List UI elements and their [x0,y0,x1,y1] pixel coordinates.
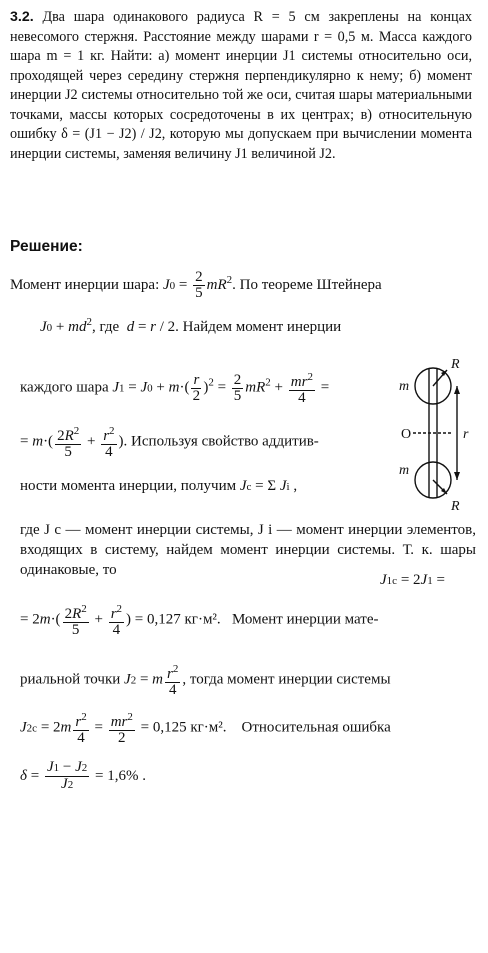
solution-heading: Решение: [10,238,83,255]
problem-text: Два шара одинакового радиуса R = 5 см закреплены на концах невесомого стержня. Расстояние между шарами r = 0,5 м. Масса каждого шара m = 1 кг. Найти: а) момент инерции J1 системы относительно оси, проходящей через середину стержня перпендикулярно к нему; б) момент инерции J2 системы относительно той же оси, считая шары материальными точками, массы которых сосредоточены в их центрах; в) относительную ошибку δ = (J1 − J2) / J2, которую мы допускаем при вычислении момента инерции системы, заменяя величину J1 величиной J2. [10,9,472,162]
solution-line-7: J1c = 2J1 = [380,572,445,588]
label-r: r [463,427,469,442]
solution-line-4: = m·( $\frac{2R^2}{5}$ + $\frac{r^2}{4}$ ). Используя свойство аддитив- [20,425,319,460]
label-R-bottom: R [451,499,460,514]
solution-line-8: = 2m·( $\frac{2R^2}{5}$ + $\frac{r^2}{4}$ ) = 0,127 кг·м². Момент инерции мате- [20,603,379,638]
solution-line-2: $J0 + md^2$, где d = r / 2. Найдем момент инерции [40,316,342,335]
solution-line-3: каждого шара J1 = J0 + m·( $\frac{r}{2}$ )$^2$ = $\frac{2}{5}$ $mR^2$ + $\frac{mr^2}{4}$ = [20,371,330,406]
solution-line-1: Момент инерции шара: J0 = $\frac{2}{5}$ $mR^2$. По теореме Штейнера [10,269,382,301]
text: ности момента инерции, получим [20,478,237,494]
problem-statement [10,8,472,164]
text: Момент инерции мате- [231,611,379,628]
label-m-bottom: m [399,463,410,478]
solution-line-9: риальной точки J2 = m $\frac{r^2}{4}$ , тогда момент инерции системы [20,663,391,698]
text: . Используя свойство аддитив- [123,433,319,450]
solution-line-5: ности момента инерции, получим Jc = Σ Ji , [20,478,298,494]
text: риальной точки [20,671,121,688]
text: . По теореме Штейнера [232,276,382,293]
fraction: $\frac{2}{5}$ [195,269,203,301]
solution-line-11: δ = $\frac{J1 - J2}{J2}$ = 1,6% . [20,759,146,792]
two-spheres-diagram [395,356,477,516]
label-O: O [401,427,412,442]
text: Момент инерции шара: [10,276,160,293]
text: , тогда момент инерции системы [182,671,391,688]
text: каждого шара [20,379,109,396]
solution-line-6: где J c — момент инерции системы, J i — момент инерции элементов, входящих в систему, найдем момент инерции системы. Т. к. шары одинаковые, то [20,522,476,578]
value-J1c: = 0,127 кг·м². [134,611,221,628]
solution-line-10: J2c = 2m $\frac{r^2}{4}$ = $\frac{mr^2}{2}$ = 0,125 кг·м². Относительная ошибка [20,711,391,746]
value-delta: = 1,6% . [95,767,146,784]
label-m-top: m [399,379,410,394]
label-R-top: R [451,357,460,372]
value-J2c: = 0,125 кг·м². [140,719,227,736]
text: , где [91,319,120,335]
problem-number: 3.2. [10,9,34,25]
text: Относительная ошибка [241,719,391,736]
text: . Найдем момент инерции [175,319,342,335]
